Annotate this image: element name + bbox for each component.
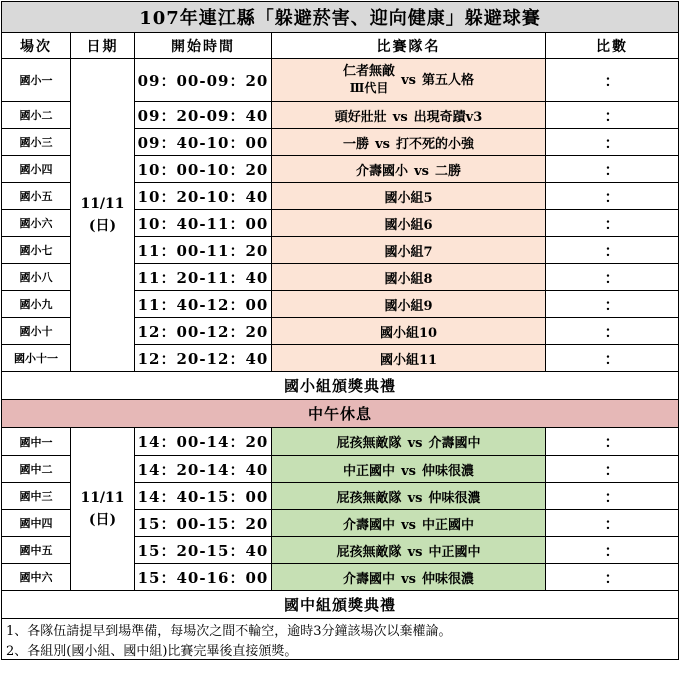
- score-cell[interactable]: ：: [546, 318, 679, 345]
- team-b: 二勝: [434, 163, 461, 179]
- note-text: 2、各組別(國小組、國中組)比賽完畢後直接頒獎。: [2, 639, 679, 660]
- score-cell[interactable]: ：: [546, 102, 679, 129]
- match-date-cell: [71, 428, 135, 591]
- match-time: 14：00-14：20: [135, 428, 272, 456]
- ceremony-row: [2, 591, 679, 619]
- match-teams-cell: [272, 264, 546, 291]
- score-cell[interactable]: ：: [546, 237, 679, 264]
- lunch-break-row: [2, 400, 679, 428]
- team-a-line2: Ⅲ代目: [349, 81, 389, 95]
- score-cell[interactable]: ：: [546, 291, 679, 318]
- match-time: 15：40-16：00: [135, 564, 272, 591]
- score-cell[interactable]: ：: [546, 564, 679, 591]
- note-row: [2, 639, 679, 660]
- matchup: [343, 514, 474, 533]
- match-teams-cell: [272, 428, 546, 456]
- match-time: 15：00-15：20: [135, 510, 272, 537]
- team-b: 仲味很濃: [428, 490, 481, 506]
- match-time: 09：20-09：40: [135, 102, 272, 129]
- match-label: 國小組11: [379, 352, 438, 368]
- versus-label: vs: [375, 136, 390, 152]
- team-a: 中正國中: [343, 463, 396, 479]
- match-teams-cell: [272, 564, 546, 591]
- team-a: 頭好壯壯: [334, 109, 387, 125]
- header-match-no: 場次: [2, 33, 71, 59]
- header-date: 日期: [71, 33, 135, 59]
- title-row: [2, 2, 679, 33]
- award-ceremony-label: 國小組頒獎典禮: [2, 372, 679, 400]
- team-b: 打不死的小強: [395, 136, 474, 152]
- versus-label: vs: [414, 163, 429, 179]
- match-label: 國小組6: [384, 217, 433, 233]
- match-code: 國中四: [2, 510, 71, 537]
- match-code: 國小十: [2, 318, 71, 345]
- match-label: 國小組5: [384, 190, 433, 206]
- score-cell[interactable]: ：: [546, 510, 679, 537]
- score-cell[interactable]: ：: [546, 59, 679, 102]
- match-teams-cell: [272, 537, 546, 564]
- versus-label: vs: [401, 517, 416, 533]
- matchup: [343, 63, 474, 97]
- match-code: 國小六: [2, 210, 71, 237]
- match-weekday: (日): [88, 218, 117, 234]
- score-cell[interactable]: ：: [546, 210, 679, 237]
- match-time: 11：20-11：40: [135, 264, 272, 291]
- match-teams-cell: [272, 318, 546, 345]
- matchup: [343, 568, 474, 587]
- team-a: 屁孩無敵隊: [336, 436, 402, 451]
- versus-label: vs: [407, 436, 423, 451]
- note-row: [2, 619, 679, 640]
- match-code: 國中一: [2, 428, 71, 456]
- tournament-schedule-sheet: [1, 1, 678, 660]
- team-a: 屁孩無敵隊: [336, 544, 402, 560]
- team-b: 第五人格: [421, 72, 474, 88]
- versus-label: vs: [401, 571, 416, 587]
- match-time: 12：00-12：20: [135, 318, 272, 345]
- matchup: [337, 432, 481, 451]
- match-code: 國小三: [2, 129, 71, 156]
- match-time: 10：40-11：00: [135, 210, 272, 237]
- match-teams-cell: [272, 102, 546, 129]
- match-time: 09：00-09：20: [135, 59, 272, 102]
- match-code: 國小五: [2, 183, 71, 210]
- score-cell[interactable]: ：: [546, 537, 679, 564]
- match-code: 國中五: [2, 537, 71, 564]
- match-code: 國小四: [2, 156, 71, 183]
- match-row: [2, 428, 679, 456]
- schedule-table: [1, 1, 679, 660]
- score-cell[interactable]: ：: [546, 456, 679, 483]
- score-cell[interactable]: ：: [546, 483, 679, 510]
- header-row: [2, 33, 679, 59]
- team-b: 介壽國中: [428, 436, 481, 451]
- match-time: 14：20-14：40: [135, 456, 272, 483]
- match-teams-cell: [272, 183, 546, 210]
- match-code: 國小七: [2, 237, 71, 264]
- team-a-line1: 仁者無敵: [343, 64, 396, 79]
- ceremony-row: [2, 372, 679, 400]
- match-time: 14：40-15：00: [135, 483, 272, 510]
- match-time: 11：00-11：20: [135, 237, 272, 264]
- versus-label: vs: [401, 463, 416, 479]
- match-date: 11/11: [80, 490, 125, 506]
- team-a: 介壽國中: [343, 517, 396, 533]
- matchup: [356, 160, 461, 179]
- matchup: [343, 133, 474, 152]
- team-b: 出現奇蹟v3: [413, 109, 483, 125]
- team-b: 仲味很濃: [421, 571, 474, 587]
- match-row: [2, 59, 679, 102]
- matchup: [343, 460, 474, 479]
- match-teams-cell: [272, 483, 546, 510]
- team-a: [343, 63, 395, 97]
- score-cell[interactable]: ：: [546, 129, 679, 156]
- versus-label: vs: [392, 109, 408, 125]
- match-code: 國小十一: [2, 345, 71, 372]
- header-start-time: 開始時間: [135, 33, 272, 59]
- team-a: 一勝: [343, 136, 370, 152]
- match-teams-cell: [272, 156, 546, 183]
- match-weekday: (日): [88, 512, 117, 528]
- match-code: 國小二: [2, 102, 71, 129]
- match-code: 國小九: [2, 291, 71, 318]
- team-b: 仲味很濃: [421, 463, 474, 479]
- score-cell[interactable]: ：: [546, 183, 679, 210]
- team-b: 中正國中: [421, 517, 474, 533]
- match-time: 12：20-12：40: [135, 345, 272, 372]
- team-b: 中正國中: [428, 544, 481, 560]
- match-teams-cell: [272, 59, 546, 102]
- match-date: 11/11: [80, 196, 125, 212]
- score-cell[interactable]: ：: [546, 428, 679, 456]
- match-label: 國小組9: [384, 298, 433, 314]
- matchup: [337, 487, 481, 506]
- match-code: 國中六: [2, 564, 71, 591]
- match-time: 15：20-15：40: [135, 537, 272, 564]
- match-label: 國小組10: [379, 325, 438, 341]
- score-cell[interactable]: ：: [546, 345, 679, 372]
- match-teams-cell: [272, 237, 546, 264]
- award-ceremony-label: 國中組頒獎典禮: [2, 591, 679, 619]
- match-code: 國中二: [2, 456, 71, 483]
- match-time: 10：00-10：20: [135, 156, 272, 183]
- header-score: 比數: [546, 33, 679, 59]
- match-code: 國中三: [2, 483, 71, 510]
- lunch-break-label: 中午休息: [2, 400, 679, 428]
- matchup: [337, 541, 481, 560]
- match-label: 國小組7: [384, 244, 433, 260]
- match-teams-cell: [272, 129, 546, 156]
- versus-label: vs: [401, 72, 416, 88]
- page-title: 107年連江縣「躲避菸害、迎向健康」躲避球賽: [2, 2, 679, 33]
- team-a: 介壽國中: [343, 571, 396, 587]
- match-label: 國小組8: [384, 271, 433, 287]
- match-teams-cell: [272, 510, 546, 537]
- team-a: 介壽國小: [356, 163, 409, 179]
- matchup: [335, 106, 483, 125]
- match-code: 國小八: [2, 264, 71, 291]
- header-teams: 比賽隊名: [272, 33, 546, 59]
- score-cell[interactable]: ：: [546, 264, 679, 291]
- match-teams-cell: [272, 456, 546, 483]
- match-teams-cell: [272, 345, 546, 372]
- match-time: 10：20-10：40: [135, 183, 272, 210]
- versus-label: vs: [407, 544, 423, 560]
- note-text: 1、各隊伍請提早到場準備，每場次之間不輪空，逾時3分鐘該場次以棄權論。: [2, 619, 679, 640]
- match-teams-cell: [272, 210, 546, 237]
- versus-label: vs: [407, 490, 423, 506]
- match-code: 國小一: [2, 59, 71, 102]
- match-teams-cell: [272, 291, 546, 318]
- match-time: 09：40-10：00: [135, 129, 272, 156]
- match-date-cell: [71, 59, 135, 372]
- team-a: 屁孩無敵隊: [336, 490, 402, 506]
- score-cell[interactable]: ：: [546, 156, 679, 183]
- match-time: 11：40-12：00: [135, 291, 272, 318]
